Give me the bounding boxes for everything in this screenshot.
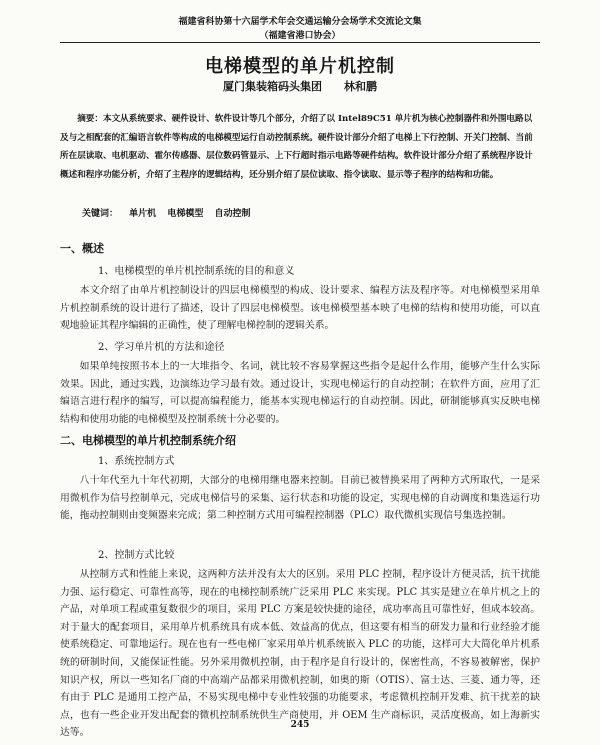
body-paragraph: 从控制方式和性能上来说，这两种方法并没有太大的区别。采用 PLC 控制，程序设计方便灵活，抗干扰能力强、运行稳定、可靠性高等，现在的电梯控制系统广泛采用 PLC 来实现。PLC 其实是建立在单片机之上的产品，对单项工程或重复数很少的项目，采用 PLC 方案是较快捷的途径，成功率高且可靠性好，但成本较高。对于量大的配套项目，采用单片机系统具有成本低、效益高的优点，但这要有相当的研发力量和行业经验才能使系统稳定、可靠地运行。现在也有一些电梯厂家采用单片机系统嵌入 PLC 的功能，这样可大大简化单片机系统的研制时间，又能保证性能。另外采用微机控制，由于程序是自行设计的，保密性高，不容易被解密，保护知识产权，所以一些知名厂商的中高端产品都采用微机控制，如奥的斯（OTIS）、富士达、三菱、通力等，还有由于 PLC 是通用工控产品，不易实现电梯中专业性较强的功能要求，考虑微机控制开发难、抗干扰差的缺点，也有一些企业开发出配套的微机控制系统供生产商使用，并 OEM 生产商标识，灵活度极高，如上海新实达等。 [60,569,540,739]
body-paragraph: 本文介绍了由单片机控制设计的四层电梯模型的构成、设计要求、编程方法及程序等。对电梯模型采用单片机控制系统的设计进行了描述，设计了四层电梯模型。该电梯模型基本映了电梯的结构和使用功能，可以直观地验证其程序编辑的正确性，使了理解电梯控制的逻辑关系。 [60,285,540,332]
subsection-heading: 1、系统控制方式 [98,456,175,467]
section-heading: 二、电梯模型的单片机控制系统介绍 [60,434,236,447]
association-subheader: （福建省港口协会） [259,31,341,41]
keyword: 单片机 [129,209,157,219]
section-heading: 一、概述 [60,242,104,255]
keywords [82,206,250,219]
body-paragraph: 八十年代至九十年代初期，大部分的电梯用继电器来控制。目前已被替换采用了两种方式所取代，一是采用微机作为信号控制单元，完成电梯信号的采集、运行状态和功能的设定，实现电梯的自动调度和集选运行功能，拖动控制则由变频器来完成；第二种控制方式用可编程控制器（PLC）取代微机实现信号集选控制。 [60,475,540,522]
page-number: 245 [290,720,310,730]
abstract: 摘要：本文从系统要求、硬件设计、软件设计等几个部分，介绍了以 Intel89C51 单片机为核心控制器件和外围电路以及与之相配套的汇编语言软件等构成的电梯模型运行自动控制系统。硬件设计部分介绍了电梯上下行控制、开关门控制、当前所在层读取、电机驱动、霍尔传感器、层位数码管显示、上下行超时指示电路等硬件结构。软件设计部分介绍了系统程序设计概述和程序功能分析，介绍了主程序的逻辑结构，还分别介绍了层位读取、指令读取、显示等子程序的结构和功能。 [60,114,533,180]
subsection-heading: 2、控制方式比较 [98,550,175,561]
keywords-label: 关键词： [82,209,119,219]
subsection-heading: 2、学习单片机的方法和途径 [98,342,225,353]
body-paragraph: 如果单纯按照书本上的一大堆指令、名词，就比较不容易掌握这些指令是起什么作用，能够产生什么实际效果。因此，通过实践，边演练边学习最有效。通过设计，实现电梯运行的自动控制；在软件方面，应用了汇编语言进行程序的编写，可以提高编程能力，能基本实现电梯运行的自动控制。因此，研制能够真实反映电梯结构和使用功能的电梯模型及控制系统十分必要的。 [60,361,540,425]
subsection-heading: 1、电梯模型的单片机控制系统的目的和意义 [98,266,295,277]
proceedings-header: 福建省科协第十六届学术年会交通运输分会场学术交流论文集 [178,17,422,27]
keyword: 自动控制 [214,209,251,219]
header-rule [60,42,540,43]
paper-title: 电梯模型的单片机控制 [205,56,395,77]
author-line: 厦门集装箱码头集团 林和鹏 [223,80,377,93]
keyword: 电梯模型 [167,209,204,219]
